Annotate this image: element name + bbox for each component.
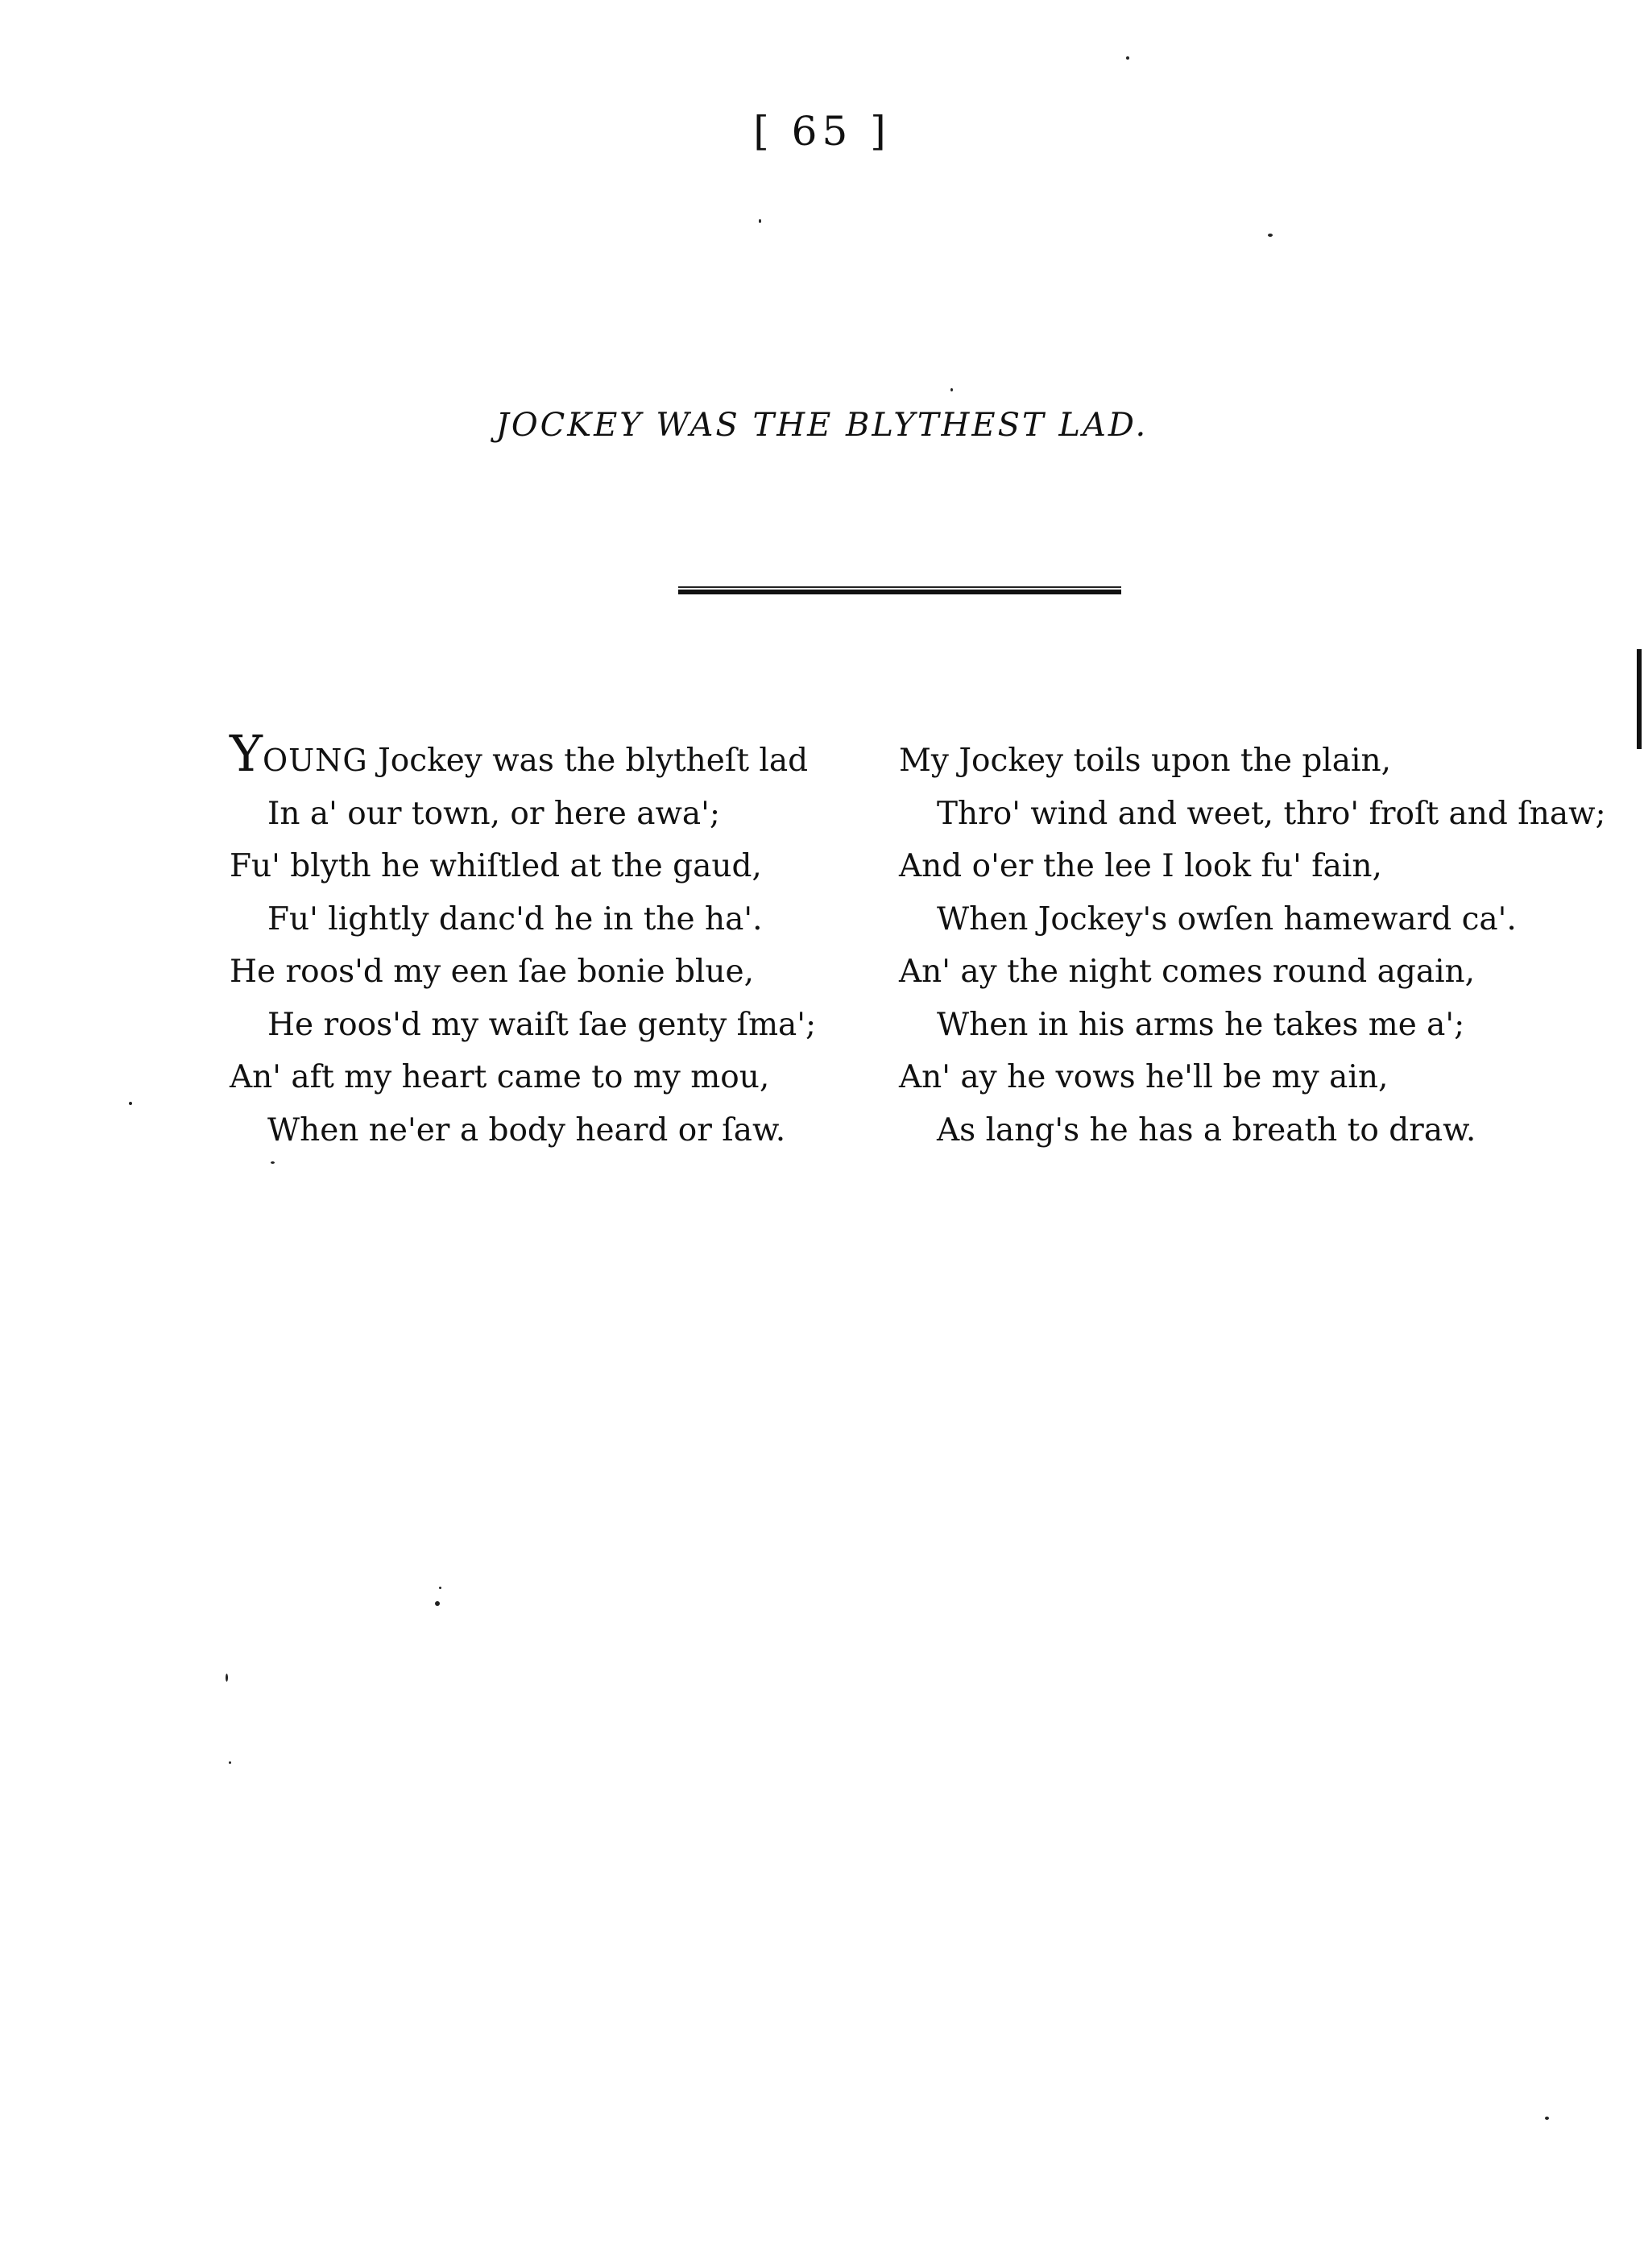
verse-line: Fu' lightly danc'd he in the ha'. [267,900,763,937]
page-number: [ 65 ] [753,108,891,155]
verse-line: When Jockey's owſen hameward ca'. [937,900,1517,937]
title-rule [678,586,1121,594]
verse-line: My Jockey toils upon the plain, [899,743,1391,779]
verse-line: Fu' blyth he whiſtled at the gaud, [230,848,762,884]
scan-speck [229,1761,231,1764]
rule-thin-line [678,586,1121,588]
verse-line: When in his arms he takes me a'; [937,1006,1465,1043]
verse-line: An' aft my heart came to my mou, [230,1059,770,1095]
scan-speck [226,1674,228,1682]
scan-speck [1545,2117,1549,2120]
first-line-rest: Jockey was the blytheſt lad [367,743,809,779]
verse-line: When ne'er a body heard or ſaw. [267,1111,786,1148]
stanza-right [899,735,1624,1157]
stanza-left [230,724,874,1157]
drop-cap: Y [230,724,263,783]
verse-line: He roos'd my een ſae bonie blue, [230,954,754,990]
verse-line: Thro' wind and weet, thro' froſt and ſnaw; [937,795,1606,832]
verse-line: An' ay the night comes round again, [899,954,1476,990]
verse-line: In a' our town, or here awa'; [267,795,720,832]
small-caps-word: OUNG [262,743,368,778]
scan-speck [1126,56,1129,60]
rule-thick-line [678,590,1121,594]
verse-line: He roos'd my waiſt ſae genty ſma'; [267,1006,817,1043]
verse-line: An' ay he vows he'll be my ain, [899,1059,1389,1095]
scan-speck [129,1102,132,1105]
verse-line [230,724,874,788]
scan-speck [1268,234,1273,237]
scan-speck [435,1601,440,1606]
scan-speck [271,1161,275,1164]
page-edge-mark [1637,649,1642,749]
scan-speck [759,219,761,223]
scan-speck [950,388,953,391]
poem-title: JOCKEY WAS THE BLYTHEST LAD. [495,407,1149,444]
verse-line: As lang's he has a breath to draw. [937,1111,1476,1148]
verse-line: And o'er the lee I look fu' fain, [899,848,1382,884]
scan-speck [439,1587,441,1589]
